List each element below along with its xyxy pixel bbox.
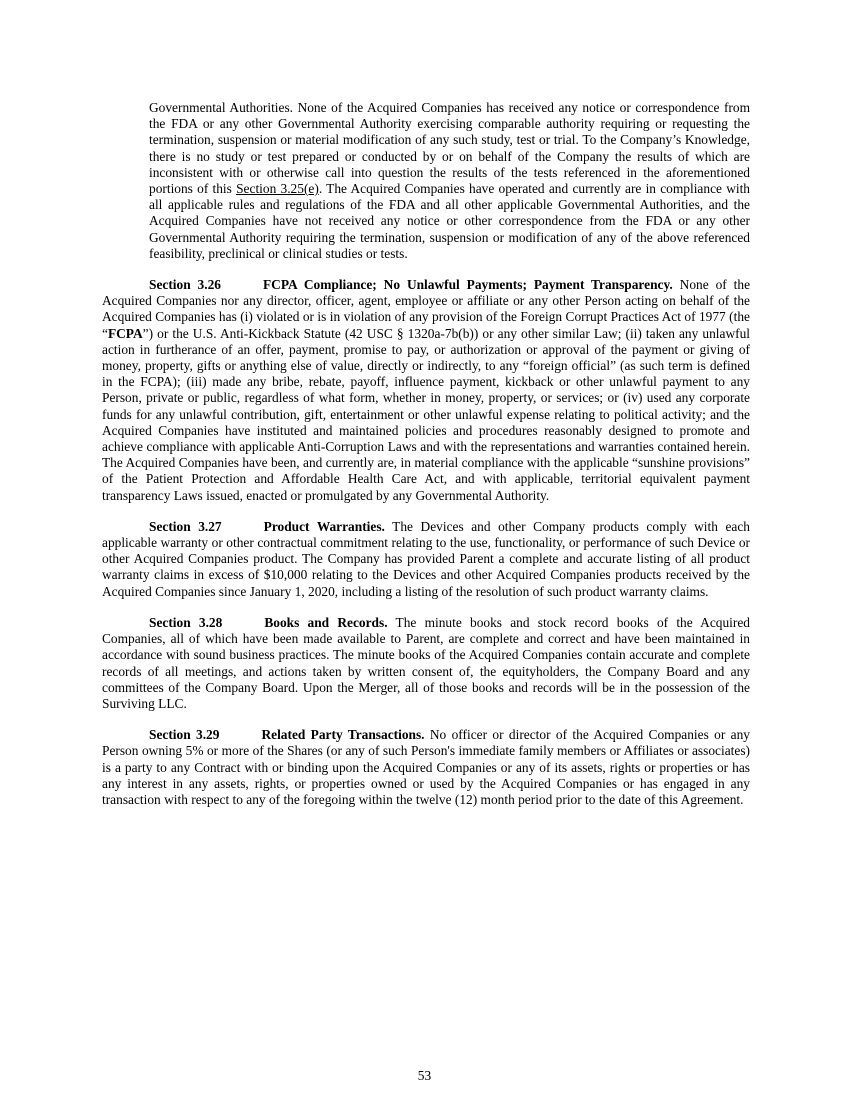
continuation-paragraph [102,100,750,262]
continuation-text-1: Governmental Authorities. None of the Acquired Companies has received any notice or correspondence from the FDA or any other Governmental Authority exercising comparable authority requiring or requesting the termination, suspension or material modification of any such study, test or trial. To the Company’s Knowledge, there is no study or test prepared or conducted by or on behalf of the Company the results of which are inconsistent with or otherwise call into question the results of the tests referenced in the aforementioned portions of this [149,100,750,197]
page-body [102,100,750,808]
section-3-27-paragraph [102,519,750,600]
section-3-28-title: Books and Records. [264,614,388,630]
section-3-28-paragraph [102,615,750,712]
fcpa-defined-term: FCPA [107,325,143,341]
section-3-28-text: The minute books and stock record books of the Acquired Companies, all of which have been made available to Parent, are complete and correct and have been maintained in accordance with sound business practices. The minute books of the Acquired Companies contain accurate and complete records of all meetings, and actions taken by written consent of, the equityholders, the Company Board and any committees of the Company Board. Upon the Merger, all of those books and records will be in the possession of the Surviving LLC. [102,614,751,711]
section-3-27-title: Product Warranties. [263,518,385,534]
section-3-29-title: Related Party Transactions. [261,727,425,743]
section-3-26-number: Section 3.26 [149,277,221,293]
section-3-26-text-1: None of the Acquired Companies nor any director, officer, agent, employee or affiliate or any other Person acting on behalf of the Acquired Companies has (i) violated or is in violation of any provision of the Foreign Corrupt Practices Act of 1977 (the “ [102,277,751,341]
section-3-28-number: Section 3.28 [149,614,223,630]
section-3-29-paragraph [102,727,750,808]
page-number: 53 [417,1068,432,1083]
section-3-25e-reference: Section 3.25(e) [236,181,319,197]
continuation-text-2: . The Acquired Companies have operated and currently are in compliance with all applicable rules and regulations of the FDA and all other applicable Governmental Authorities, and the Acquired Companies have not received any notice or other correspondence from the FDA or any other Governmental Authority requiring the termination, suspension or modification of any of the above referenced feasibility, preclinical or clinical studies or tests. [149,181,751,261]
section-3-26-text-2: ”) or the U.S. Anti-Kickback Statute (42 USC § 1320a-7b(b)) or any other similar Law; (ii) taken any unlawful action in furtherance of an offer, payment, promise to pay, or authorization or approval of the payment or giving of money, property, gifts or anything else of value, directly or indirectly, to any “foreign official” (as such term is defined in the FCPA); (iii) made any bribe, rebate, payoff, influence payment, kickback or other unlawful payment to any Person, private or public, regardless of what form, whether in money, property, or services; or (iv) used any corporate funds for any unlawful contribution, gift, entertainment or other unlawful expense relating to political activity; and the Acquired Companies have instituted and maintained policies and procedures reasonably designed to promote and achieve compliance with applicable Anti-Corruption Laws and with the representations and warranties contained herein. The Acquired Companies have been, and currently are, in material compliance with the applicable “sunshine provisions” of the Patient Protection and Affordable Health Care Act, and with applicable, territorial equivalent payment transparency Laws issued, enacted or promulgated by any Governmental Authority. [102,325,750,503]
section-3-26-title: FCPA Compliance; No Unlawful Payments; Payment Transparency. [263,277,673,293]
section-3-29-number: Section 3.29 [149,727,220,743]
section-3-27-text: The Devices and other Company products comply with each applicable warranty or other contractual commitment relating to the use, functionality, or performance of such Device or other Acquired Companies product. The Company has provided Parent a complete and accurate listing of all product warranty claims in excess of $10,000 relating to the Devices and other Acquired Companies products received by the Acquired Companies since January 1, 2020, including a listing of the resolution of such product warranty claims. [102,518,750,599]
section-3-29-text: No officer or director of the Acquired Companies or any Person owning 5% or more of the Shares (or any of such Person's immediate family members or Affiliates or associates) is a party to any Contract with or binding upon the Acquired Companies or any of its assets, rights or properties or has any interest in any assets, rights, or properties owned or used by the Acquired Companies or has engaged in any transaction with respect to any of the foregoing within the twelve (12) month period prior to the date of this Agreement. [102,727,750,807]
section-3-26-paragraph [102,277,750,504]
section-3-27-number: Section 3.27 [149,518,222,534]
